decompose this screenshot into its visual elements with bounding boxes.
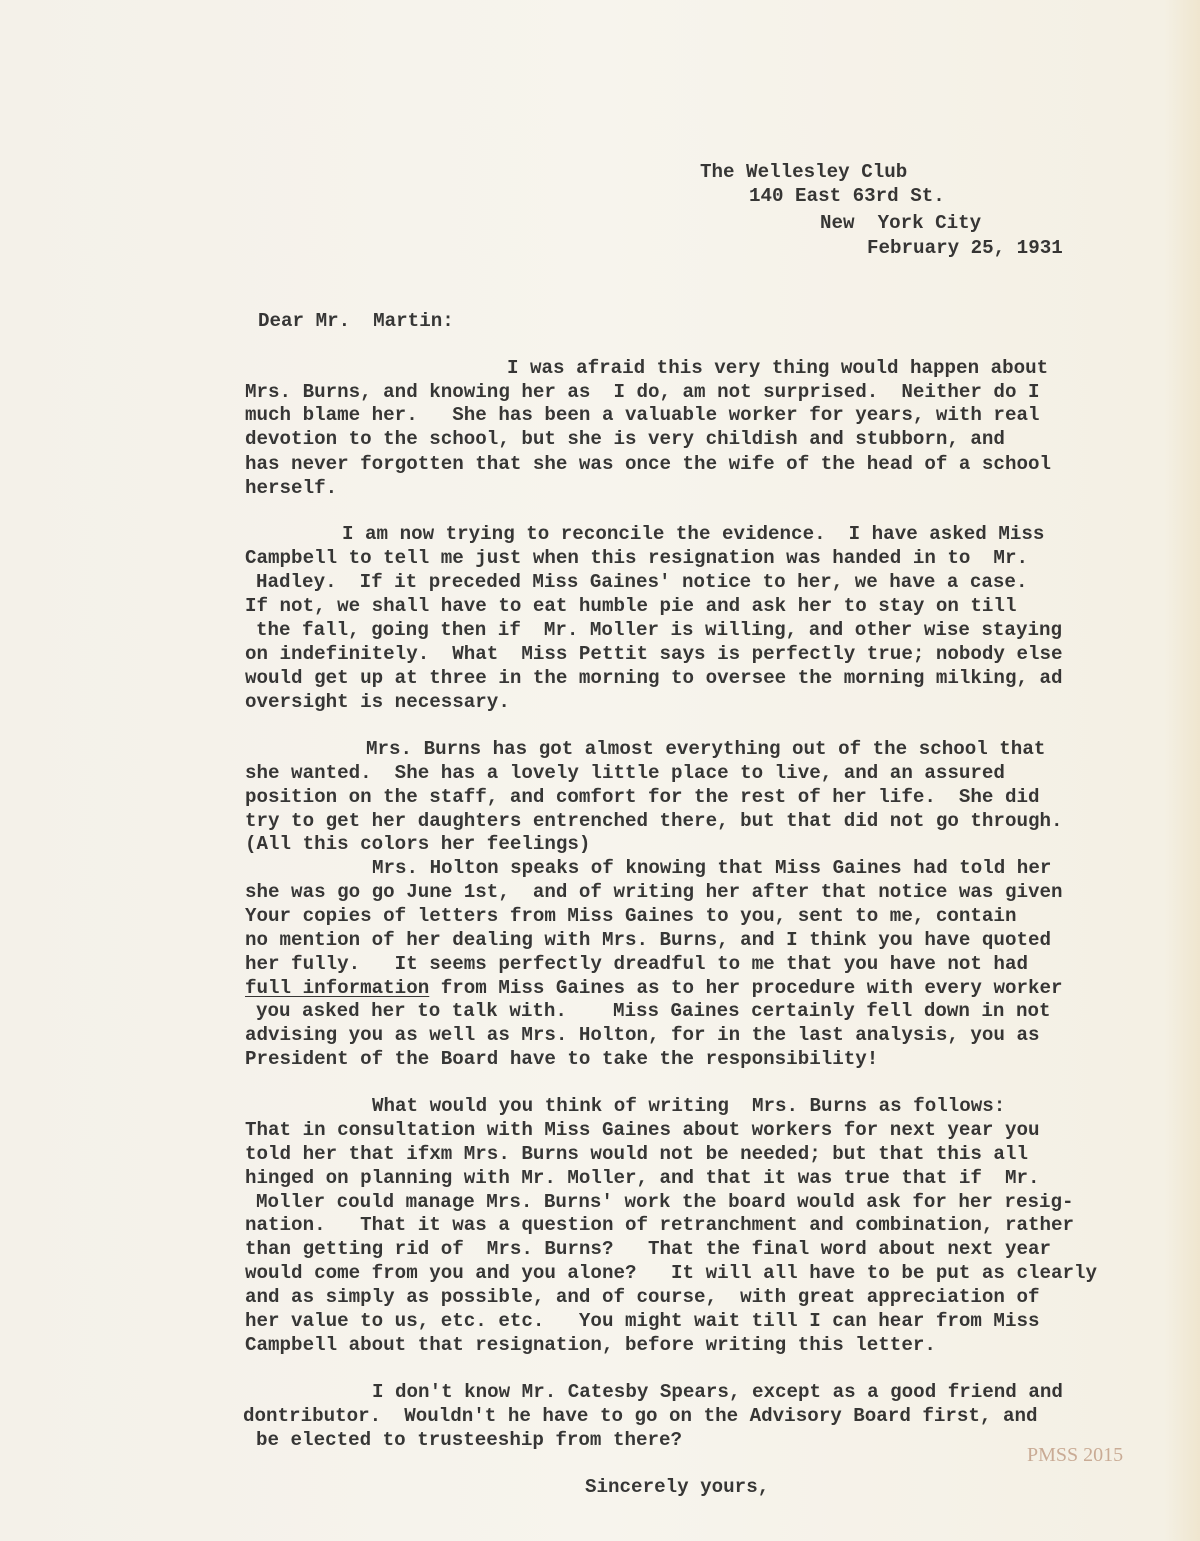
body-line: be elected to trusteeship from there? xyxy=(256,1429,683,1451)
body-line: and as simply as possible, and of course, with great appreciation of xyxy=(245,1286,1040,1308)
body-line: hinged on planning with Mr. Moller, and that it was true that if Mr. xyxy=(245,1167,1040,1189)
body-line: her fully. It seems perfectly dreadful to me that you have not had xyxy=(245,953,1028,975)
body-line: Your copies of letters from Miss Gaines to you, sent to me, contain xyxy=(245,905,1017,927)
body-line: position on the staff, and comfort for the rest of her life. She did xyxy=(245,786,1040,808)
body-line: she wanted. She has a lovely little place to live, and an assured xyxy=(245,762,1005,784)
body-line: herself. xyxy=(245,477,338,499)
body-line: Mrs. Holton speaks of knowing that Miss Gaines had told her xyxy=(372,857,1052,879)
body-line: advising you as well as Mrs. Holton, for in the last analysis, you as xyxy=(245,1024,1040,1046)
body-line: devotion to the school, but she is very childish and stubborn, and xyxy=(245,428,1005,450)
address-line-1: The Wellesley Club xyxy=(700,161,908,183)
salutation: Dear Mr. Martin: xyxy=(258,310,454,332)
body-line: than getting rid of Mrs. Burns? That the final word about next year xyxy=(245,1238,1052,1260)
body-line: has never forgotten that she was once the wife of the head of a school xyxy=(245,453,1052,475)
body-line: on indefinitely. What Miss Pettit says is perfectly true; nobody else xyxy=(245,643,1063,665)
body-line: her value to us, etc. etc. You might wait till I can hear from Miss xyxy=(245,1310,1040,1332)
body-line: Moller could manage Mrs. Burns' work the board would ask for her resig- xyxy=(256,1191,1074,1213)
body-line: President of the Board have to take the responsibility! xyxy=(245,1048,879,1070)
body-line: I don't know Mr. Catesby Spears, except as a good friend and xyxy=(372,1381,1063,1403)
address-line-2: 140 East 63rd St. xyxy=(749,185,945,207)
body-line: the fall, going then if Mr. Moller is willing, and other wise staying xyxy=(256,619,1063,641)
address-line-3: New York City xyxy=(820,212,982,234)
body-line: Mrs. Burns, and knowing her as I do, am not surprised. Neither do I xyxy=(245,381,1040,403)
body-line: I am now trying to reconcile the evidence. I have asked Miss xyxy=(342,523,1045,545)
letter-date: February 25, 1931 xyxy=(867,237,1063,259)
body-line: much blame her. She has been a valuable worker for years, with real xyxy=(245,404,1040,426)
body-line: Mrs. Burns has got almost everything out of the school that xyxy=(366,738,1046,760)
body-line: Hadley. If it preceded Miss Gaines' notice to her, we have a case. xyxy=(256,571,1028,593)
body-line: (All this colors her feelings) xyxy=(245,833,591,855)
body-line: What would you think of writing Mrs. Burns as follows: xyxy=(372,1095,1006,1117)
body-line: would come from you and you alone? It will all have to be put as clearly xyxy=(245,1262,1098,1284)
body-line: That in consultation with Miss Gaines about workers for next year you xyxy=(245,1119,1040,1141)
body-line: Campbell to tell me just when this resignation was handed in to Mr. xyxy=(245,547,1028,569)
body-line: dontributor. Wouldn't he have to go on the Advisory Board first, and xyxy=(243,1405,1038,1427)
body-line: she was go go June 1st, and of writing her after that notice was given xyxy=(245,881,1063,903)
body-line-rest: from Miss Gaines as to her procedure with every worker xyxy=(440,977,1063,999)
body-line: would get up at three in the morning to oversee the morning milking, ad xyxy=(245,667,1063,689)
body-line: Campbell about that resignation, before writing this letter. xyxy=(245,1334,936,1356)
body-line: you asked her to talk with. Miss Gaines certainly fell down in not xyxy=(256,1000,1051,1022)
body-line: no mention of her dealing with Mrs. Burns, and I think you have quoted xyxy=(245,929,1052,951)
underlined-phrase: full information xyxy=(245,977,430,999)
body-line: try to get her daughters entrenched there, but that did not go through. xyxy=(245,810,1063,832)
body-line: I was afraid this very thing would happen about xyxy=(507,357,1049,379)
body-line: oversight is necessary. xyxy=(245,691,510,713)
body-line: told her that ifxm Mrs. Burns would not be needed; but that this all xyxy=(245,1143,1028,1165)
archive-watermark: PMSS 2015 xyxy=(1027,1444,1124,1466)
body-line: nation. That it was a question of retranchment and combination, rather xyxy=(245,1214,1075,1236)
body-line-with-underline xyxy=(245,976,1063,1000)
body-line: If not, we shall have to eat humble pie and ask her to stay on till xyxy=(245,595,1017,617)
closing: Sincerely yours, xyxy=(585,1476,770,1498)
